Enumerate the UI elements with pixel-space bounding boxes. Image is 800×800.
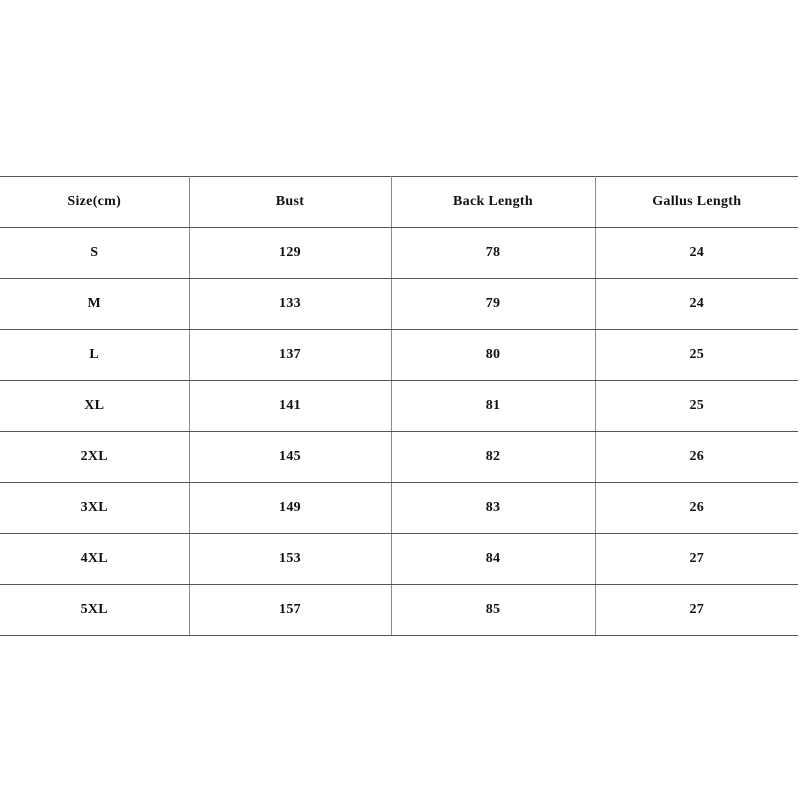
cell-bust: 149: [189, 483, 391, 534]
cell-size: M: [0, 279, 189, 330]
table-row: [0, 585, 798, 636]
table-row: [0, 432, 798, 483]
cell-size: 2XL: [0, 432, 189, 483]
cell-back-length: 80: [391, 330, 595, 381]
table-row: [0, 330, 798, 381]
size-chart-table: [0, 176, 798, 636]
cell-bust: 141: [189, 381, 391, 432]
cell-size: 4XL: [0, 534, 189, 585]
header-size: Size(cm): [0, 177, 189, 228]
table-row: [0, 381, 798, 432]
cell-size: L: [0, 330, 189, 381]
cell-back-length: 82: [391, 432, 595, 483]
table-row: [0, 228, 798, 279]
cell-bust: 137: [189, 330, 391, 381]
cell-back-length: 83: [391, 483, 595, 534]
cell-gallus-length: 26: [595, 432, 798, 483]
table-body: [0, 228, 798, 636]
cell-bust: 157: [189, 585, 391, 636]
table-header: [0, 177, 798, 228]
cell-back-length: 85: [391, 585, 595, 636]
cell-back-length: 79: [391, 279, 595, 330]
cell-bust: 145: [189, 432, 391, 483]
cell-back-length: 84: [391, 534, 595, 585]
cell-gallus-length: 27: [595, 585, 798, 636]
table-row: [0, 279, 798, 330]
cell-bust: 133: [189, 279, 391, 330]
cell-gallus-length: 24: [595, 228, 798, 279]
cell-gallus-length: 25: [595, 330, 798, 381]
cell-bust: 153: [189, 534, 391, 585]
header-row: [0, 177, 798, 228]
header-bust: Bust: [189, 177, 391, 228]
cell-size: S: [0, 228, 189, 279]
cell-gallus-length: 24: [595, 279, 798, 330]
cell-size: 5XL: [0, 585, 189, 636]
cell-gallus-length: 27: [595, 534, 798, 585]
cell-size: XL: [0, 381, 189, 432]
cell-bust: 129: [189, 228, 391, 279]
header-gallus-length: Gallus Length: [595, 177, 798, 228]
cell-size: 3XL: [0, 483, 189, 534]
header-back-length: Back Length: [391, 177, 595, 228]
table-row: [0, 534, 798, 585]
cell-back-length: 81: [391, 381, 595, 432]
table-row: [0, 483, 798, 534]
cell-gallus-length: 25: [595, 381, 798, 432]
cell-back-length: 78: [391, 228, 595, 279]
cell-gallus-length: 26: [595, 483, 798, 534]
